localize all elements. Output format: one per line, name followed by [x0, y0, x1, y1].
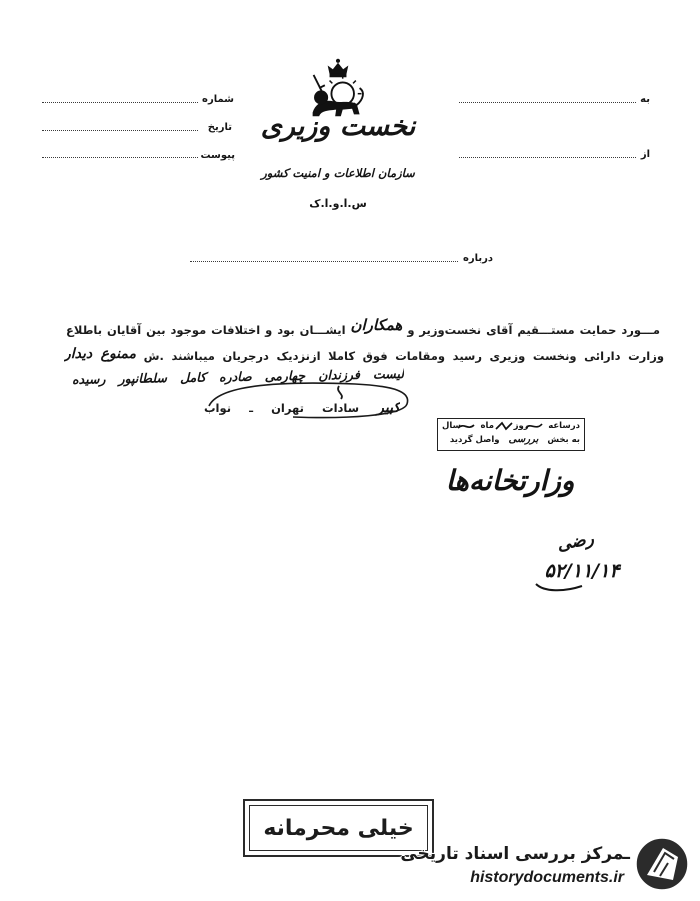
received-stamp	[437, 418, 585, 451]
section-label: به بخش	[547, 435, 580, 445]
subject-field-line	[190, 261, 458, 262]
body-line-3-text: لیست فرزندان چهارمی صادره کامل سلطانپور رسیده	[71, 366, 405, 387]
number-label: شماره	[202, 94, 234, 105]
stamp-handwritten-scribble	[438, 419, 583, 434]
date-label: تاریخ	[207, 122, 232, 133]
body-line-1-start: مـــورد حمایت مستـــقیم آقای نخست‌وزیر و	[407, 323, 660, 337]
body-line-2-text: وزارت دارائی ونخست وزیری رسید ومقامات فوق کاملا ازنزدیک درجریان میباشند .ش	[143, 349, 664, 363]
watermark-name: ـمرکز بررسی اسناد تاریخی	[400, 844, 630, 864]
body-line-1-handwritten-insert: همکاران	[350, 316, 403, 334]
date-handwritten: ۵۲/۱۱/۱۴	[544, 560, 620, 582]
date-field-line	[42, 130, 198, 131]
date-underline-stroke	[530, 580, 630, 594]
attachment-label: پیوست	[200, 150, 235, 161]
from-field-line	[459, 157, 636, 158]
department-title: سازمان اطلاعات و امنیت کشور	[261, 166, 415, 180]
hour-label: درساعه	[548, 421, 580, 431]
subject-label: درباره	[462, 253, 493, 264]
month-label: ماه	[480, 421, 495, 431]
handwritten-loop-mark	[195, 372, 425, 424]
to-field-line	[459, 102, 636, 103]
watermark-url: historydocuments.ir	[470, 869, 624, 886]
from-label: از	[640, 149, 650, 160]
routing-note-handwritten: وزارتخانه‌ها	[445, 464, 575, 497]
history-documents-logo-icon	[634, 836, 690, 892]
attachment-field-line	[42, 157, 198, 158]
department-abbreviation: س.ا.و.ا.ک	[309, 197, 367, 210]
organization-title: نخست وزیری	[260, 111, 416, 142]
body-line-1	[66, 316, 660, 342]
classification-text: خیلی محرمانه	[263, 815, 414, 841]
body-line-4-text: سادات تهران ـ نواب	[204, 401, 360, 415]
to-label: به	[640, 94, 650, 105]
body-line-4-handwritten: کبیر	[377, 400, 400, 416]
section-handwritten: بررسی	[508, 434, 539, 445]
day-label: روز	[513, 421, 529, 431]
year-label: سال	[442, 421, 461, 431]
received-label: واصل گردید	[449, 435, 500, 445]
number-field-line	[42, 102, 198, 103]
received-stamp-section-row	[438, 433, 584, 447]
initials-handwritten: رضی	[555, 528, 596, 556]
body-line-1-end: ایشـــان بود و اختلافات موجود بین آقایان باطلاع	[66, 323, 346, 337]
body-line-2-handwritten-note: ممنوع دیدار	[64, 346, 136, 362]
